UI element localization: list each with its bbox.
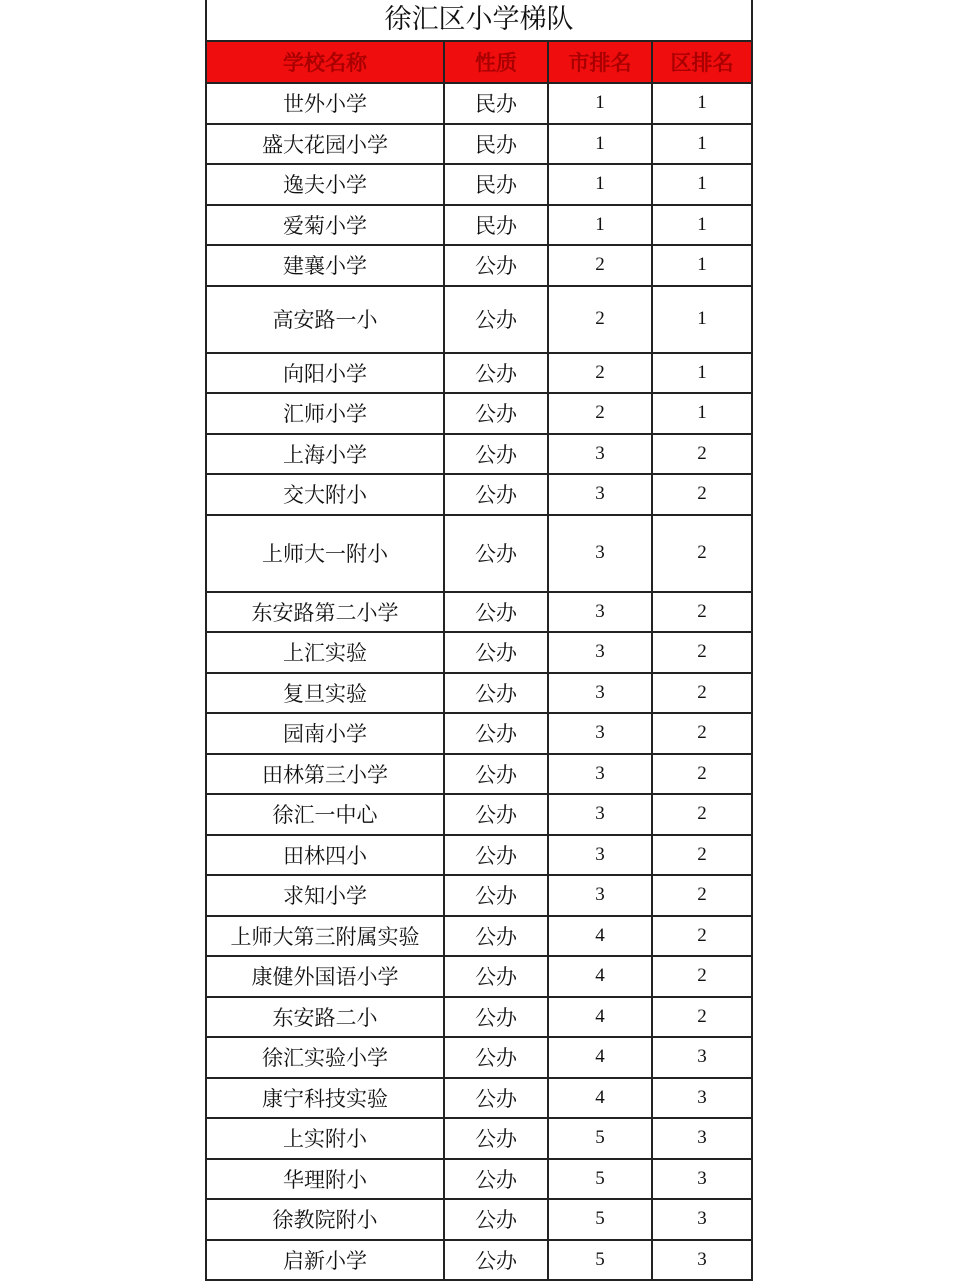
district-rank-cell: 3 xyxy=(653,1200,751,1239)
city-rank-cell: 4 xyxy=(549,917,653,956)
district-rank-cell: 1 xyxy=(653,125,751,164)
school-type-cell: 公办 xyxy=(445,633,549,672)
district-rank-cell: 2 xyxy=(653,795,751,834)
school-type-cell: 公办 xyxy=(445,475,549,514)
school-type-cell: 民办 xyxy=(445,206,549,245)
school-name-cell: 上汇实验 xyxy=(207,633,445,672)
school-name-cell: 徐汇实验小学 xyxy=(207,1038,445,1077)
table-row xyxy=(207,755,751,796)
district-rank-cell: 3 xyxy=(653,1119,751,1158)
district-rank-cell: 1 xyxy=(653,354,751,393)
city-rank-cell: 1 xyxy=(549,165,653,204)
table-row xyxy=(207,1119,751,1160)
city-rank-cell: 2 xyxy=(549,354,653,393)
table-title: 徐汇区小学梯队 xyxy=(207,0,751,42)
table-row xyxy=(207,516,751,593)
city-rank-cell: 3 xyxy=(549,714,653,753)
table-row xyxy=(207,394,751,435)
city-rank-cell: 3 xyxy=(549,876,653,915)
school-name-cell: 盛大花园小学 xyxy=(207,125,445,164)
school-name-cell: 建襄小学 xyxy=(207,246,445,285)
school-name-cell: 逸夫小学 xyxy=(207,165,445,204)
city-rank-cell: 2 xyxy=(549,287,653,352)
school-type-cell: 公办 xyxy=(445,1038,549,1077)
city-rank-cell: 2 xyxy=(549,394,653,433)
table-row xyxy=(207,633,751,674)
district-rank-cell: 2 xyxy=(653,475,751,514)
district-rank-cell: 2 xyxy=(653,633,751,672)
school-name-cell: 上师大一附小 xyxy=(207,516,445,591)
school-type-cell: 公办 xyxy=(445,957,549,996)
city-rank-cell: 4 xyxy=(549,1038,653,1077)
table-row xyxy=(207,1079,751,1120)
school-type-cell: 公办 xyxy=(445,287,549,352)
school-type-cell: 公办 xyxy=(445,1200,549,1239)
city-rank-cell: 4 xyxy=(549,957,653,996)
school-name-cell: 启新小学 xyxy=(207,1241,445,1280)
table-row xyxy=(207,1160,751,1201)
table-row xyxy=(207,1038,751,1079)
school-name-cell: 徐教院附小 xyxy=(207,1200,445,1239)
city-rank-cell: 3 xyxy=(549,674,653,713)
district-rank-cell: 1 xyxy=(653,206,751,245)
school-type-cell: 公办 xyxy=(445,435,549,474)
city-rank-cell: 1 xyxy=(549,125,653,164)
school-name-cell: 康健外国语小学 xyxy=(207,957,445,996)
school-name-cell: 向阳小学 xyxy=(207,354,445,393)
header-school-name: 学校名称 xyxy=(207,42,445,82)
table-row xyxy=(207,125,751,166)
district-rank-cell: 3 xyxy=(653,1241,751,1280)
header-type: 性质 xyxy=(445,42,549,82)
table-row xyxy=(207,475,751,516)
city-rank-cell: 3 xyxy=(549,516,653,591)
school-name-cell: 田林第三小学 xyxy=(207,755,445,794)
city-rank-cell: 1 xyxy=(549,84,653,123)
table-row xyxy=(207,354,751,395)
table-row xyxy=(207,287,751,354)
table-row xyxy=(207,714,751,755)
school-type-cell: 公办 xyxy=(445,998,549,1037)
school-name-cell: 上海小学 xyxy=(207,435,445,474)
table-row xyxy=(207,435,751,476)
header-city-rank: 市排名 xyxy=(549,42,653,82)
city-rank-cell: 3 xyxy=(549,836,653,875)
table-row xyxy=(207,593,751,634)
city-rank-cell: 5 xyxy=(549,1241,653,1280)
district-rank-cell: 2 xyxy=(653,755,751,794)
school-type-cell: 民办 xyxy=(445,165,549,204)
school-name-cell: 求知小学 xyxy=(207,876,445,915)
school-type-cell: 公办 xyxy=(445,1079,549,1118)
school-ranking-table xyxy=(205,0,753,1281)
city-rank-cell: 4 xyxy=(549,1079,653,1118)
district-rank-cell: 2 xyxy=(653,998,751,1037)
table-row xyxy=(207,1241,751,1281)
school-name-cell: 徐汇一中心 xyxy=(207,795,445,834)
school-type-cell: 公办 xyxy=(445,593,549,632)
school-type-cell: 民办 xyxy=(445,84,549,123)
city-rank-cell: 3 xyxy=(549,435,653,474)
header-district-rank: 区排名 xyxy=(653,42,751,82)
school-type-cell: 公办 xyxy=(445,246,549,285)
table-row xyxy=(207,165,751,206)
city-rank-cell: 3 xyxy=(549,475,653,514)
district-rank-cell: 1 xyxy=(653,394,751,433)
district-rank-cell: 2 xyxy=(653,836,751,875)
school-name-cell: 世外小学 xyxy=(207,84,445,123)
school-name-cell: 田林四小 xyxy=(207,836,445,875)
city-rank-cell: 3 xyxy=(549,795,653,834)
school-name-cell: 爱菊小学 xyxy=(207,206,445,245)
table-row xyxy=(207,246,751,287)
school-type-cell: 公办 xyxy=(445,755,549,794)
district-rank-cell: 2 xyxy=(653,957,751,996)
school-type-cell: 公办 xyxy=(445,876,549,915)
district-rank-cell: 1 xyxy=(653,287,751,352)
school-type-cell: 公办 xyxy=(445,674,549,713)
school-name-cell: 华理附小 xyxy=(207,1160,445,1199)
district-rank-cell: 2 xyxy=(653,516,751,591)
school-type-cell: 公办 xyxy=(445,354,549,393)
district-rank-cell: 2 xyxy=(653,593,751,632)
district-rank-cell: 3 xyxy=(653,1038,751,1077)
district-rank-cell: 1 xyxy=(653,84,751,123)
school-name-cell: 交大附小 xyxy=(207,475,445,514)
school-name-cell: 园南小学 xyxy=(207,714,445,753)
table-row xyxy=(207,836,751,877)
city-rank-cell: 1 xyxy=(549,206,653,245)
table-row xyxy=(207,1200,751,1241)
school-name-cell: 康宁科技实验 xyxy=(207,1079,445,1118)
district-rank-cell: 2 xyxy=(653,714,751,753)
table-row xyxy=(207,206,751,247)
school-name-cell: 高安路一小 xyxy=(207,287,445,352)
table-row xyxy=(207,674,751,715)
city-rank-cell: 2 xyxy=(549,246,653,285)
school-type-cell: 公办 xyxy=(445,394,549,433)
district-rank-cell: 3 xyxy=(653,1079,751,1118)
school-name-cell: 东安路第二小学 xyxy=(207,593,445,632)
school-type-cell: 公办 xyxy=(445,1241,549,1280)
city-rank-cell: 3 xyxy=(549,593,653,632)
school-name-cell: 汇师小学 xyxy=(207,394,445,433)
table-row xyxy=(207,998,751,1039)
city-rank-cell: 3 xyxy=(549,633,653,672)
district-rank-cell: 3 xyxy=(653,1160,751,1199)
header-row xyxy=(207,42,751,84)
school-type-cell: 公办 xyxy=(445,516,549,591)
school-name-cell: 东安路二小 xyxy=(207,998,445,1037)
table-row xyxy=(207,957,751,998)
school-type-cell: 公办 xyxy=(445,917,549,956)
city-rank-cell: 5 xyxy=(549,1160,653,1199)
school-type-cell: 公办 xyxy=(445,795,549,834)
district-rank-cell: 1 xyxy=(653,165,751,204)
school-type-cell: 公办 xyxy=(445,1160,549,1199)
school-type-cell: 公办 xyxy=(445,1119,549,1158)
school-type-cell: 公办 xyxy=(445,836,549,875)
table-row xyxy=(207,876,751,917)
table-row xyxy=(207,84,751,125)
district-rank-cell: 2 xyxy=(653,876,751,915)
table-row xyxy=(207,917,751,958)
district-rank-cell: 2 xyxy=(653,674,751,713)
city-rank-cell: 3 xyxy=(549,755,653,794)
table-body xyxy=(207,84,751,1281)
table-row xyxy=(207,795,751,836)
city-rank-cell: 5 xyxy=(549,1200,653,1239)
district-rank-cell: 1 xyxy=(653,246,751,285)
school-type-cell: 民办 xyxy=(445,125,549,164)
city-rank-cell: 4 xyxy=(549,998,653,1037)
city-rank-cell: 5 xyxy=(549,1119,653,1158)
school-type-cell: 公办 xyxy=(445,714,549,753)
district-rank-cell: 2 xyxy=(653,917,751,956)
school-name-cell: 复旦实验 xyxy=(207,674,445,713)
school-name-cell: 上实附小 xyxy=(207,1119,445,1158)
district-rank-cell: 2 xyxy=(653,435,751,474)
school-name-cell: 上师大第三附属实验 xyxy=(207,917,445,956)
